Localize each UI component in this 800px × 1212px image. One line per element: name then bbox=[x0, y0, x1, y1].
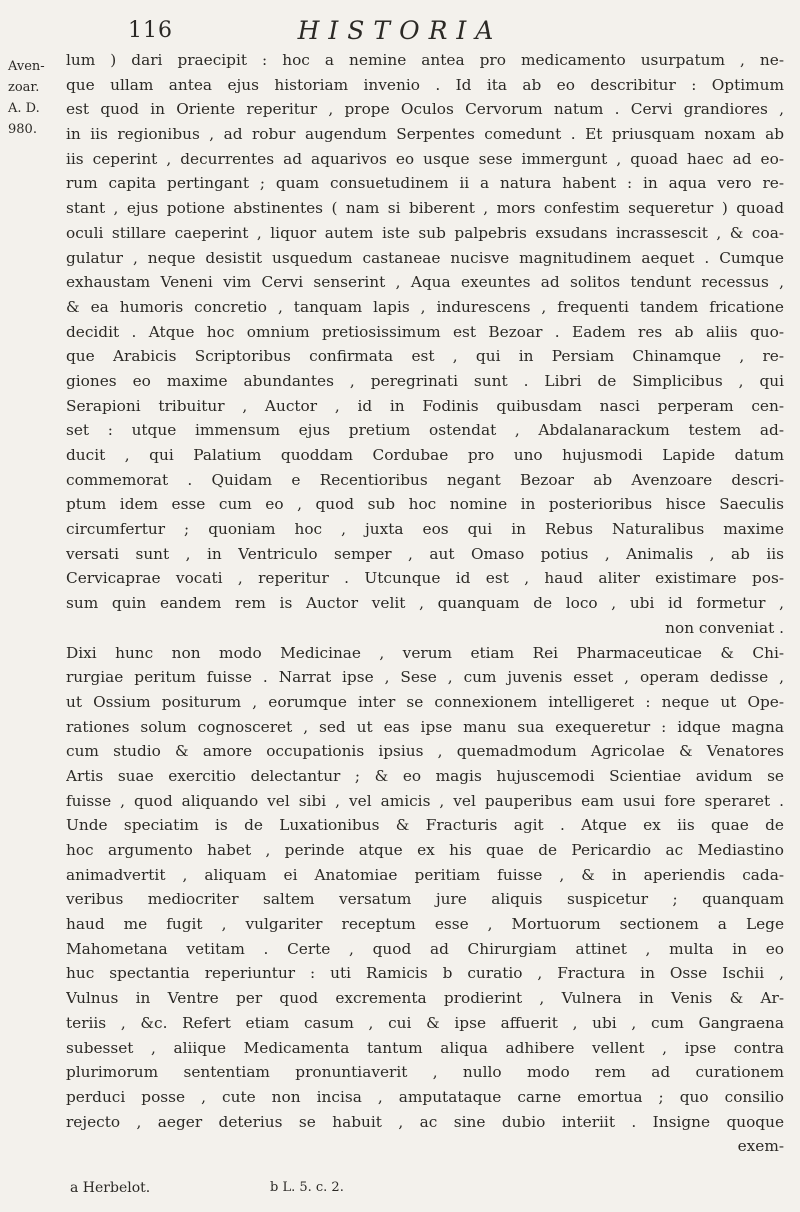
margin-note-line: zoar. bbox=[8, 80, 40, 95]
margin-note bbox=[8, 56, 60, 140]
page-header bbox=[0, 14, 800, 48]
text-line: exem- bbox=[737, 1137, 784, 1156]
margin-note-line: 980. bbox=[8, 122, 37, 137]
text-line: rationes solum cognosceret , sed ut eas ipse manu sua exequeretur : idque magna bbox=[66, 717, 784, 736]
text-line: teriis , &c. Refert etiam casum , cui & ipse affuerit , ubi , cum Gangraena bbox=[66, 1013, 784, 1032]
text-line: oculi stillare caeperint , liquor autem iste sub palpebris exsudans incrassescit , & coa- bbox=[66, 223, 784, 242]
text-line: iis ceperint , decurrentes ad aquarivos eo usque sese immergunt , quoad haec ad eo- bbox=[66, 149, 784, 168]
text-line: cum studio & amore occupationis ipsius , quemadmodum Agricolae & Venatores bbox=[66, 742, 784, 761]
text-line: rurgiae peritum fuisse . Narrat ipse , Sese , cum juvenis esset , operam dedisse , bbox=[66, 668, 784, 687]
page-footer bbox=[70, 1180, 770, 1204]
text-line: rum capita pertingant ; quam consuetudinem ii a natura habent : in aqua vero re- bbox=[66, 174, 784, 193]
text-line: est quod in Oriente reperitur , prope Oculos Cervorum natum . Cervi grandiores , bbox=[66, 100, 784, 119]
text-line: giones eo maxime abundantes , peregrinati sunt . Libri de Simplicibus , qui bbox=[66, 371, 784, 390]
page-number: 116 bbox=[128, 18, 173, 43]
text-line: Vulnus in Ventre per quod excrementa prodierint , Vulnera in Venis & Ar- bbox=[66, 989, 784, 1008]
margin-note-line: A. D. bbox=[8, 101, 40, 116]
text-line: stant , ejus potione abstinentes ( nam si biberent , mors confestim sequeretur ) quoad bbox=[66, 199, 784, 218]
text-line: ducit , qui Palatium quoddam Cordubae pro uno hujusmodi Lapide datum bbox=[66, 446, 784, 464]
text-line: huc spectantia reperiuntur : uti Ramicis b curatio , Fractura in Osse Ischii , bbox=[66, 964, 784, 983]
text-line: & ea humoris concretio , tanquam lapis , indurescens , frequenti tandem fricatione bbox=[66, 297, 784, 316]
text-line: haud me fugit , vulgariter receptum esse , Mortuorum sectionem a Lege bbox=[66, 915, 784, 934]
text-line: sum quin eandem rem is Auctor velit , quanquam de loco , ubi id formetur , bbox=[66, 594, 784, 613]
text-line: Serapioni tribuitur , Auctor , id in Fodinis quibusdam nasci perperam cen- bbox=[66, 396, 784, 415]
text-line: Cervicaprae vocati , reperitur . Utcunque id est , haud aliter existimare pos- bbox=[66, 569, 784, 588]
text-line: animadvertit , aliquam ei Anatomiae peritiam fuisse , & in aperiendis cada- bbox=[66, 865, 784, 884]
text-line: ptum idem esse cum eo , quod sub hoc nomine in posterioribus hisce Saeculis bbox=[66, 495, 784, 514]
text-line: Artis suae exercitio delectantur ; & eo magis hujuscemodi Scientiae avidum se bbox=[66, 766, 784, 785]
text-line: circumfertur ; quoniam hoc , juxta eos qui in Rebus Naturalibus maxime bbox=[66, 520, 784, 539]
text-line: rejecto , aeger deterius se habuit , ac sine dubio interiit . Insigne quoque bbox=[66, 1112, 784, 1131]
text-line: decidit . Atque hoc omnium pretiosissimum est Bezoar . Eadem res ab aliis quo- bbox=[66, 322, 784, 341]
text-line: non conveniat . bbox=[665, 618, 784, 637]
text-line: versati sunt , in Ventriculo semper , aut Omaso potius , Animalis , ab iis bbox=[66, 544, 784, 563]
text-line: subesset , aliique Medicamenta tantum aliqua adhibere vellent , ipse contra bbox=[66, 1038, 784, 1057]
margin-note-line: Aven- bbox=[8, 59, 45, 74]
text-line: commemorat . Quidam e Recentioribus negant Bezoar ab Avenzoare descri- bbox=[66, 470, 784, 489]
text-line: veribus mediocriter saltem versatum jure aliquis suspicetur ; quanquam bbox=[66, 890, 784, 909]
running-title: HISTORIA bbox=[297, 16, 503, 45]
text-line: hoc argumento habet , perinde atque ex his quae de Pericardio ac Mediastino bbox=[66, 841, 784, 859]
text-line: lum ) dari praecipit : hoc a nemine antea pro medicamento usurpatum , ne- bbox=[66, 51, 784, 69]
text-line: ut Ossium positurum , eorumque inter se connexionem intelligeret : neque ut Ope- bbox=[66, 692, 784, 711]
text-line: Mahometana vetitam . Certe , quod ad Chirurgiam attinet , multa in eo bbox=[66, 939, 784, 958]
text-line: perduci posse , cute non incisa , amputataque carne emortua ; quo consilio bbox=[66, 1087, 784, 1106]
text-line: Unde speciatim is de Luxationibus & Fracturis agit . Atque ex iis quae de bbox=[66, 816, 784, 835]
text-line: plurimorum sententiam pronuntiaverit , nullo modo rem ad curationem bbox=[66, 1063, 784, 1082]
text-line: in iis regionibus , ad robur augendum Serpentes comedunt . Et priusquam noxam ab bbox=[66, 125, 784, 144]
footnote-signature: a Herbelot. bbox=[70, 1180, 151, 1196]
text-line: que Arabicis Scriptoribus confirmata est , qui in Persiam Chinamque , re- bbox=[66, 347, 784, 366]
text-line: gulatur , neque desistit usquedum castaneae nucisve magnitudinem aequet . Cumque bbox=[66, 248, 784, 267]
footnote-reference: b L. 5. c. 2. bbox=[270, 1180, 344, 1195]
text-line: que ullam antea ejus historiam invenio . Id ita ab eo describitur : Optimum bbox=[66, 75, 784, 94]
text-line: exhaustam Veneni vim Cervi senserint , Aqua exeuntes ad solitos tendunt recessus , bbox=[66, 273, 784, 292]
text-line: fuisse , quod aliquando vel sibi , vel amicis , vel pauperibus eam usui fore speraret . bbox=[66, 791, 784, 810]
text-line: set : utque immensum ejus pretium ostendat , Abdalanarackum testem ad- bbox=[66, 421, 784, 440]
text-line: Dixi hunc non modo Medicinae , verum etiam Rei Pharmaceuticae & Chi- bbox=[66, 643, 784, 662]
body-text bbox=[66, 48, 784, 1159]
